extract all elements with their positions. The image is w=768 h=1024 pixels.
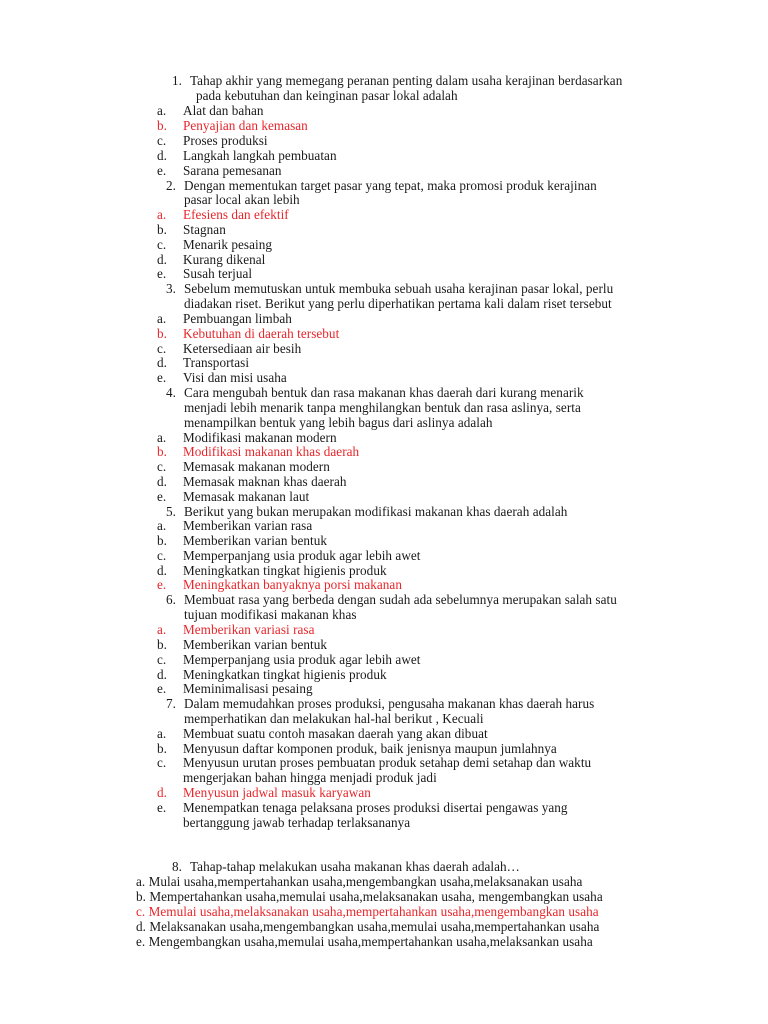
- question-7-line-2: memperhatikan dan melakukan hal-hal berikut , Kecuali: [184, 711, 484, 726]
- q7-option-c-cont: mengerjakan bahan hingga menjadi produk jadi: [183, 770, 437, 785]
- q6-option-c: c. Memperpanjang usia produk agar lebih awet: [157, 652, 421, 667]
- q7-option-e-cont: bertanggung jawab terhadap terlaksananya: [183, 815, 411, 830]
- q3-option-e: e. Visi dan misi usaha: [157, 370, 287, 385]
- q4-option-e: e. Memasak makanan laut: [157, 489, 310, 504]
- question-8-number: 8.: [172, 859, 182, 874]
- question-3-line-2: diadakan riset. Berikut yang perlu diperhatikan pertama kali dalam riset tersebut: [184, 296, 612, 311]
- q6-option-b: b. Memberikan varian bentuk: [157, 637, 328, 652]
- q7-option-b: b. Menyusun daftar komponen produk, baik jenisnya maupun jumlahnya: [157, 741, 557, 756]
- q6-option-a-answer: a. Memberikan variasi rasa: [157, 622, 315, 637]
- question-4-number: 4.: [166, 385, 176, 400]
- q4-option-d: d. Memasak maknan khas daerah: [157, 474, 347, 489]
- q6-option-e: e. Meminimalisasi pesaing: [157, 681, 313, 696]
- question-6-line-1: [152, 592, 617, 607]
- question-2-line-2: pasar local akan lebih: [184, 192, 300, 207]
- q1-option-c: c. Proses produksi: [157, 133, 268, 148]
- question-2-line-1: [152, 178, 597, 193]
- question-4-line-3: menampilkan bentuk yang lebih bagus dari aslinya adalah: [184, 415, 493, 430]
- q1-option-b-answer: b. Penyajian dan kemasan: [157, 118, 308, 133]
- q2-option-a-answer: a. Efesiens dan efektif: [157, 207, 289, 222]
- q2-option-b: b. Stagnan: [157, 222, 226, 237]
- q3-option-d: d. Transportasi: [157, 355, 250, 370]
- question-7-line-1: [152, 696, 594, 711]
- question-1-line-1: [158, 73, 622, 88]
- q5-option-c: c. Memperpanjang usia produk agar lebih awet: [157, 548, 421, 563]
- question-5-text: Berikut yang bukan merupakan modifikasi makanan khas daerah adalah: [184, 504, 568, 519]
- question-3-text: Sebelum memutuskan untuk membuka sebuah usaha kerajinan pasar lokal, perlu: [184, 281, 614, 296]
- q7-option-d-answer: d. Menyusun jadwal masuk karyawan: [157, 785, 371, 800]
- q5-option-a: a. Memberikan varian rasa: [157, 518, 313, 533]
- question-2-text: Dengan mementukan target pasar yang tepat, maka promosi produk kerajinan: [184, 178, 597, 193]
- question-4-text: Cara mengubah bentuk dan rasa makanan khas daerah dari kurang menarik: [184, 385, 584, 400]
- q2-option-c: c. Menarik pesaing: [157, 237, 273, 252]
- question-1-number: 1.: [172, 73, 182, 88]
- question-5-number: 5.: [166, 504, 176, 519]
- q4-option-c: c. Memasak makanan modern: [157, 459, 330, 474]
- question-5-line-1: [152, 504, 567, 519]
- q3-option-a: a. Pembuangan limbah: [157, 311, 292, 326]
- q1-option-d: d. Langkah langkah pembuatan: [157, 148, 337, 163]
- q1-option-e: e. Sarana pemesanan: [157, 163, 282, 178]
- question-6-text: Membuat rasa yang berbeda dengan sudah ada sebelumnya merupakan salah satu: [184, 592, 617, 607]
- q4-option-a: a. Modifikasi makanan modern: [157, 430, 337, 445]
- question-2-number: 2.: [166, 178, 176, 193]
- q4-option-b-answer: b. Modifikasi makanan khas daerah: [157, 444, 360, 459]
- q2-option-e: e. Susah terjual: [157, 266, 253, 281]
- q3-option-b-answer: b. Kebutuhan di daerah tersebut: [157, 326, 340, 341]
- question-7-number: 7.: [166, 696, 176, 711]
- question-7-text: Dalam memudahkan proses produksi, pengusaha makanan khas daerah harus: [184, 696, 595, 711]
- q8-option-a: a. Mulai usaha,mempertahankan usaha,mengembangkan usaha,melaksanakan usaha: [136, 874, 583, 889]
- question-4-line-2: menjadi lebih menarik tanpa menghilangkan bentuk dan rasa aslinya, serta: [184, 400, 581, 415]
- q8-option-d: d. Melaksanakan usaha,mengembangkan usaha,memulai usaha,mempertahankan usaha: [136, 919, 600, 934]
- question-3-number: 3.: [166, 281, 176, 296]
- q2-option-d: d. Kurang dikenal: [157, 252, 266, 267]
- question-8-text: Tahap-tahap melakukan usaha makanan khas daerah adalah…: [190, 859, 520, 874]
- question-1-text: Tahap akhir yang memegang peranan penting dalam usaha kerajinan berdasarkan: [190, 73, 623, 88]
- q3-option-c: c. Ketersediaan air besih: [157, 341, 302, 356]
- q5-option-e-answer: e. Meningkatkan banyaknya porsi makanan: [157, 577, 402, 592]
- question-6-line-2: tujuan modifikasi makanan khas: [184, 607, 357, 622]
- q8-option-e: e. Mengembangkan usaha,memulai usaha,mempertahankan usaha,melaksankan usaha: [136, 934, 593, 949]
- q5-option-b: b. Memberikan varian bentuk: [157, 533, 328, 548]
- q8-option-b: b. Mempertahankan usaha,memulai usaha,melaksanakan usaha, mengembangkan usaha: [136, 889, 603, 904]
- question-4-line-1: [152, 385, 584, 400]
- question-8-line-1: [158, 859, 520, 874]
- question-6-number: 6.: [166, 592, 176, 607]
- question-3-line-1: [152, 281, 613, 296]
- q7-option-a: a. Membuat suatu contoh masakan daerah yang akan dibuat: [157, 726, 488, 741]
- question-1-line-2: pada kebutuhan dan keinginan pasar lokal adalah: [196, 88, 458, 103]
- q6-option-d: d. Meningkatkan tingkat higienis produk: [157, 667, 387, 682]
- q7-option-e: e. Menempatkan tenaga pelaksana proses produksi disertai pengawas yang: [157, 800, 568, 815]
- q8-option-c-answer: c. Memulai usaha,melaksanakan usaha,mempertahankan usaha,mengembangkan usaha: [136, 904, 599, 919]
- q1-option-a: a. Alat dan bahan: [157, 103, 264, 118]
- q7-option-c: c. Menyusun urutan proses pembuatan produk setahap demi setahap dan waktu: [157, 755, 592, 770]
- q5-option-d: d. Meningkatkan tingkat higienis produk: [157, 563, 387, 578]
